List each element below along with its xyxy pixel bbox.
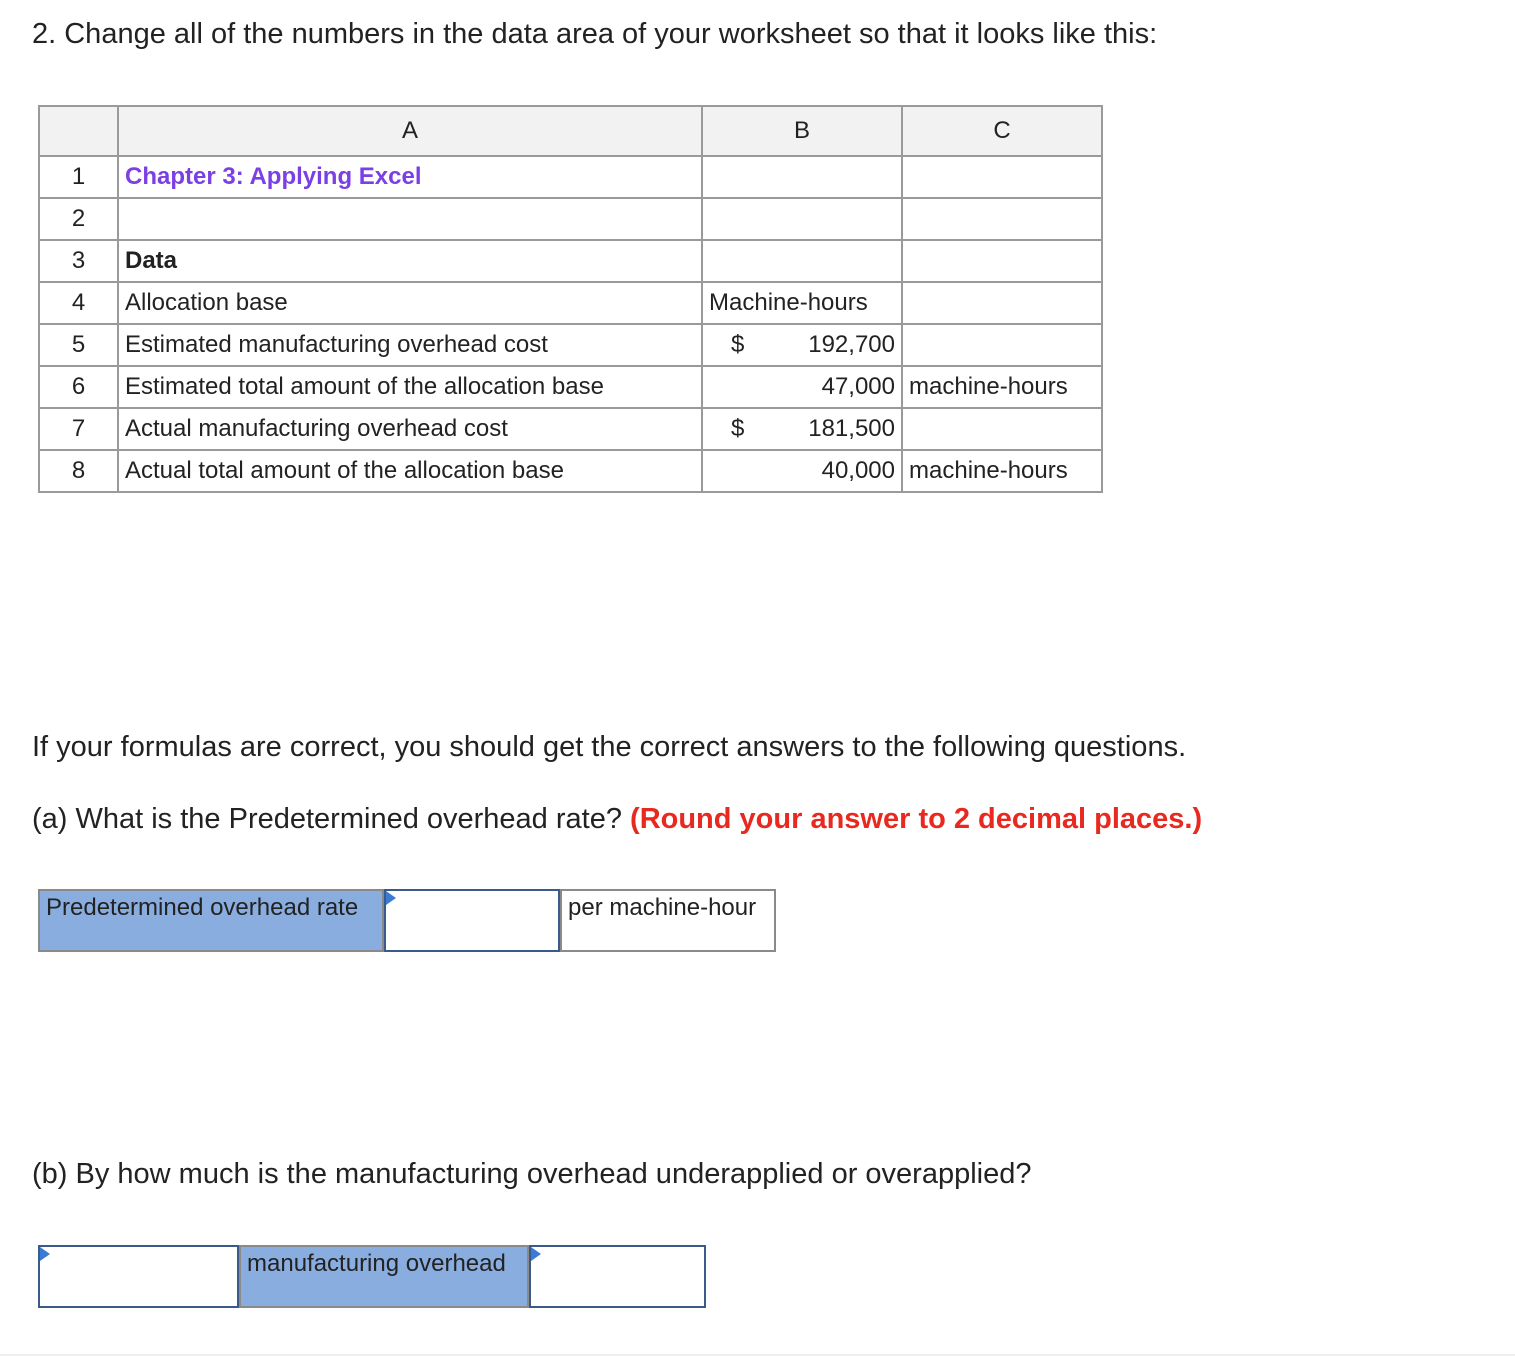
question-a-text: (a) What is the Predetermined overhead rate? — [32, 803, 622, 835]
row-number: 5 — [39, 324, 118, 366]
cell-c4 — [902, 282, 1102, 324]
sheet-row-2 — [39, 198, 1102, 240]
row-number: 3 — [39, 240, 118, 282]
actual-overhead-value: 181,500 — [808, 415, 895, 442]
cell-b3 — [702, 240, 902, 282]
sheet-row-1 — [39, 156, 1102, 198]
dollar-sign: $ — [731, 331, 745, 358]
column-header-c: C — [902, 106, 1102, 156]
estimated-base-label: Estimated total amount of the allocation base — [118, 366, 702, 408]
actual-overhead-cell — [702, 408, 902, 450]
cell-c1 — [902, 156, 1102, 198]
column-header-row — [39, 106, 1102, 156]
actual-overhead-label: Actual manufacturing overhead cost — [118, 408, 702, 450]
answer-row-b — [38, 1245, 706, 1308]
sheet-row-7 — [39, 408, 1102, 450]
column-header-b: B — [702, 106, 902, 156]
overhead-amount-input[interactable] — [529, 1245, 706, 1308]
dollar-sign: $ — [731, 415, 745, 442]
row-number: 4 — [39, 282, 118, 324]
row-number: 1 — [39, 156, 118, 198]
corner-cell — [39, 106, 118, 156]
estimated-base-unit: machine-hours — [902, 366, 1102, 408]
sheet-title-cell: Chapter 3: Applying Excel — [118, 156, 702, 198]
row-number: 6 — [39, 366, 118, 408]
cell-c5 — [902, 324, 1102, 366]
spreadsheet — [38, 105, 1103, 493]
sheet-row-3 — [39, 240, 1102, 282]
actual-base-label: Actual total amount of the allocation base — [118, 450, 702, 492]
cell-a2 — [118, 198, 702, 240]
column-header-a: A — [118, 106, 702, 156]
estimated-overhead-value: 192,700 — [808, 331, 895, 358]
cell-b1 — [702, 156, 902, 198]
estimated-overhead-label: Estimated manufacturing overhead cost — [118, 324, 702, 366]
sheet-row-5 — [39, 324, 1102, 366]
allocation-base-label: Allocation base — [118, 282, 702, 324]
sheet-row-4 — [39, 282, 1102, 324]
question-a — [32, 803, 1202, 836]
intro-text: If your formulas are correct, you should get the correct answers to the following questions. — [32, 731, 1187, 763]
estimated-base-value: 47,000 — [702, 366, 902, 408]
cell-c2 — [902, 198, 1102, 240]
applied-status-dropdown[interactable] — [38, 1245, 239, 1308]
manufacturing-overhead-label: manufacturing overhead — [239, 1245, 529, 1308]
cell-c3 — [902, 240, 1102, 282]
instruction-text: 2. Change all of the numbers in the data area of your worksheet so that it looks like this: — [32, 18, 1158, 50]
data-heading-cell: Data — [118, 240, 702, 282]
cell-b2 — [702, 198, 902, 240]
rate-unit-label: per machine-hour — [560, 889, 776, 952]
bottom-divider — [0, 1354, 1515, 1356]
estimated-overhead-cell — [702, 324, 902, 366]
predetermined-rate-label: Predetermined overhead rate — [38, 889, 384, 952]
allocation-base-value: Machine-hours — [702, 282, 902, 324]
predetermined-rate-input[interactable] — [384, 889, 560, 952]
sheet-row-8 — [39, 450, 1102, 492]
rounding-note: (Round your answer to 2 decimal places.) — [630, 803, 1203, 835]
row-number: 2 — [39, 198, 118, 240]
row-number: 8 — [39, 450, 118, 492]
cell-c7 — [902, 408, 1102, 450]
actual-base-value: 40,000 — [702, 450, 902, 492]
question-b-text: (b) By how much is the manufacturing overhead underapplied or overapplied? — [32, 1158, 1032, 1190]
sheet-row-6 — [39, 366, 1102, 408]
row-number: 7 — [39, 408, 118, 450]
answer-row-a — [38, 889, 776, 952]
actual-base-unit: machine-hours — [902, 450, 1102, 492]
